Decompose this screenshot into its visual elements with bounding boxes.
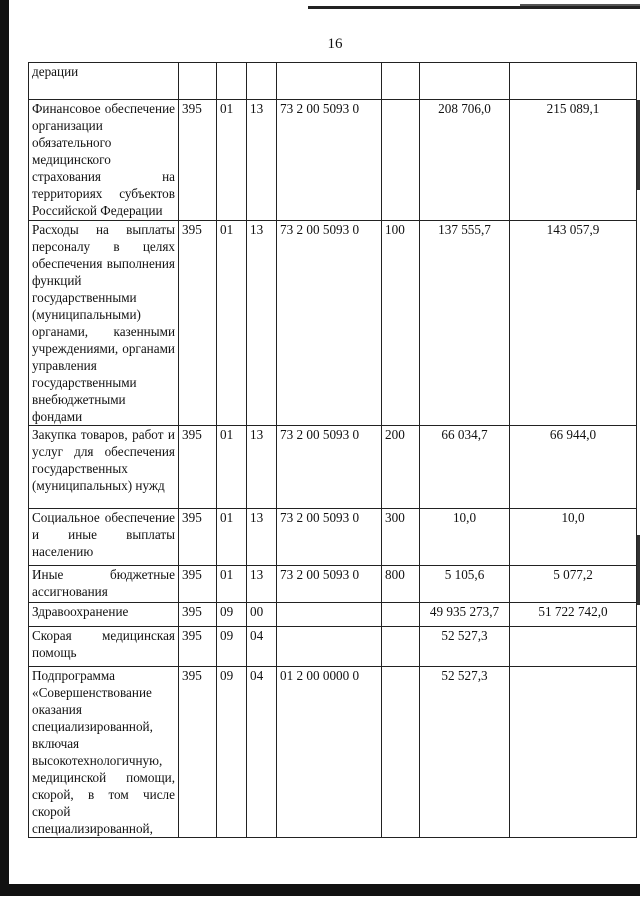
row-amount-year1: 49 935 273,7 <box>420 603 510 627</box>
row-code-target <box>277 603 382 627</box>
row-amount-year2 <box>510 667 637 838</box>
row-code-admin: 395 <box>179 100 217 221</box>
row-name: Иные бюджетные ассигнования <box>29 566 179 603</box>
row-name: Социальное обеспечение и иные выплаты населению <box>29 509 179 566</box>
row-code-admin: 395 <box>179 627 217 667</box>
row-code-expense-type <box>382 603 420 627</box>
table-row <box>29 63 637 100</box>
row-code-admin: 395 <box>179 566 217 603</box>
row-code-target: 73 2 00 5093 0 <box>277 221 382 426</box>
row-code-subsection: 00 <box>247 603 277 627</box>
row-amount-year2 <box>510 63 637 100</box>
row-code-section: 09 <box>217 627 247 667</box>
row-amount-year1: 52 527,3 <box>420 667 510 838</box>
scan-edge-left <box>0 0 9 885</box>
row-code-target <box>277 63 382 100</box>
row-name: Расходы на выплаты персоналу в целях обеспечения выполнения функций государственными (муниципальными) органами, казенными учреждениями, органами управления государственными внебюджетными фондами <box>29 221 179 426</box>
table-row <box>29 566 637 603</box>
row-code-expense-type: 200 <box>382 426 420 509</box>
row-name: Подпрограмма «Совершенствование оказания специализированной, включая высокотехнологичную, медицинской помощи, скорой, в том числе скорой специализированной, <box>29 667 179 838</box>
row-amount-year2 <box>510 627 637 667</box>
row-amount-year1: 66 034,7 <box>420 426 510 509</box>
row-amount-year1: 208 706,0 <box>420 100 510 221</box>
row-name: дерации <box>29 63 179 100</box>
row-code-expense-type <box>382 100 420 221</box>
row-name: Закупка товаров, работ и услуг для обеспечения государственных (муниципальных) нужд <box>29 426 179 509</box>
row-code-expense-type <box>382 63 420 100</box>
row-code-admin: 395 <box>179 426 217 509</box>
scan-edge-bottom <box>0 884 640 896</box>
row-amount-year1: 137 555,7 <box>420 221 510 426</box>
row-code-section: 01 <box>217 426 247 509</box>
row-code-target <box>277 627 382 667</box>
row-amount-year1 <box>420 63 510 100</box>
row-name: Здравоохранение <box>29 603 179 627</box>
row-code-section: 01 <box>217 566 247 603</box>
row-amount-year2: 66 944,0 <box>510 426 637 509</box>
row-code-section: 09 <box>217 603 247 627</box>
row-code-section: 01 <box>217 221 247 426</box>
row-code-section: 01 <box>217 100 247 221</box>
budget-table <box>28 62 637 838</box>
row-amount-year1: 5 105,6 <box>420 566 510 603</box>
row-code-section: 01 <box>217 509 247 566</box>
row-code-subsection: 13 <box>247 509 277 566</box>
row-code-admin: 395 <box>179 603 217 627</box>
row-code-subsection: 13 <box>247 100 277 221</box>
scan-edge-top <box>308 6 640 9</box>
table-row <box>29 627 637 667</box>
row-code-subsection: 13 <box>247 566 277 603</box>
page-number: 16 <box>327 36 343 52</box>
row-amount-year2: 5 077,2 <box>510 566 637 603</box>
row-code-expense-type: 300 <box>382 509 420 566</box>
row-code-admin: 395 <box>179 221 217 426</box>
row-code-target: 73 2 00 5093 0 <box>277 426 382 509</box>
row-code-target: 01 2 00 0000 0 <box>277 667 382 838</box>
row-amount-year2: 10,0 <box>510 509 637 566</box>
table-row <box>29 509 637 566</box>
row-code-admin <box>179 63 217 100</box>
table-row <box>29 100 637 221</box>
row-code-subsection: 13 <box>247 426 277 509</box>
row-code-expense-type: 100 <box>382 221 420 426</box>
row-amount-year2: 143 057,9 <box>510 221 637 426</box>
row-code-target: 73 2 00 5093 0 <box>277 509 382 566</box>
table-row <box>29 426 637 509</box>
row-code-target: 73 2 00 5093 0 <box>277 100 382 221</box>
row-code-section: 09 <box>217 667 247 838</box>
row-code-expense-type <box>382 667 420 838</box>
row-code-target: 73 2 00 5093 0 <box>277 566 382 603</box>
scan-edge-top-secondary <box>520 4 640 6</box>
table-row <box>29 221 637 426</box>
row-amount-year2: 215 089,1 <box>510 100 637 221</box>
row-amount-year1: 10,0 <box>420 509 510 566</box>
row-amount-year2: 51 722 742,0 <box>510 603 637 627</box>
row-name: Скорая медицинская помощь <box>29 627 179 667</box>
row-code-expense-type <box>382 627 420 667</box>
row-code-subsection <box>247 63 277 100</box>
table-row <box>29 603 637 627</box>
table-body <box>29 63 637 838</box>
row-code-admin: 395 <box>179 667 217 838</box>
row-name: Финансовое обеспечение организации обязательного медицинского страхования на территориях субъектов Российской Федерации <box>29 100 179 221</box>
row-code-subsection: 13 <box>247 221 277 426</box>
row-code-admin: 395 <box>179 509 217 566</box>
row-code-subsection: 04 <box>247 667 277 838</box>
row-code-expense-type: 800 <box>382 566 420 603</box>
row-amount-year1: 52 527,3 <box>420 627 510 667</box>
row-code-subsection: 04 <box>247 627 277 667</box>
table-row <box>29 667 637 838</box>
row-code-section <box>217 63 247 100</box>
